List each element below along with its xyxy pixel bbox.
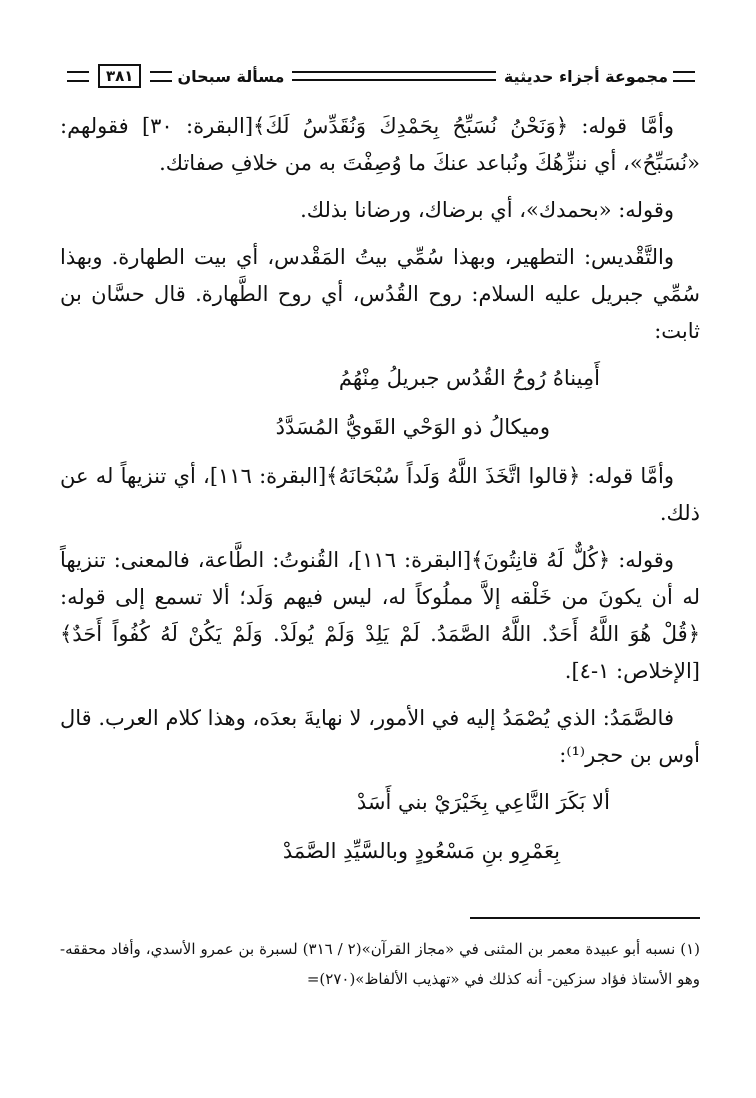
page-body [60, 108, 700, 882]
poem-verse-hassan-1: أَمِيناهُ رُوحُ القُدُس جبريلُ مِنْهُمُ [338, 366, 600, 390]
paragraph-samad: فالصَّمَدُ: الذي يُصْمَدُ إليه في الأمور، لا نهايةَ بعدَه، وهذا كلام العرب. قال أوس بن حجر⁽¹⁾: [60, 706, 700, 767]
header-ornament-right [673, 71, 695, 82]
section-title: مسألة سبحان [177, 66, 285, 86]
header-ornament-left [67, 71, 89, 82]
header-ornament-left-inner [150, 71, 172, 82]
page-number: ٣٨١ [98, 64, 141, 88]
paragraph-bihamdik: وقوله: «بحمدك»، أي برضاك، ورضانا بذلك. [300, 198, 674, 222]
header-divider [292, 71, 495, 81]
poem-verse-aws-1: ألا بَكَرَ النَّاعِي بِخَيْرَيْ بني أَسَدْ [356, 790, 610, 814]
paragraph-taqdis: والتَّقْديس: التطهير، وبهذا سُمِّي بيتُ المَقْدس، أي بيت الطهارة. وبهذا سُمِّي جبريل عليه السلام: روح القُدُس، أي روح الطَّهارة. قال حسَّان بن ثابت: [60, 245, 700, 343]
running-header [62, 62, 700, 92]
paragraph-ittakhadha: وأمَّا قوله: ﴿قالوا اتَّخَذَ اللَّهُ وَلَداً سُبْحَانَهُ﴾[البقرة: ١١٦]، أي تنزيهاً له عن ذلك. [60, 464, 700, 525]
footnote: (١) نسبه أبو عبيدة معمر بن المثنى في «مجاز القرآن»(٢ / ٣١٦) لسبرة بن عمرو الأسدي، وأفاد محققه- وهو الأستاذ فؤاد سزكين- أنه كذلك في «تهذيب الألفاظ»(٢٧٠)= [60, 940, 701, 988]
poem-verse-hassan-2: وميكالُ ذو الوَحْي القَويُّ المُسَدَّدُ [275, 415, 550, 439]
footnote-separator [470, 917, 700, 919]
book-title: مجموعة أجزاء حديثية [503, 66, 668, 86]
poem-verse-aws-2: بِعَمْرِو بنِ مَسْعُودٍ وبالسَّيِّدِ الصَّمَدْ [282, 839, 560, 863]
paragraph-tasbih: وأمَّا قوله: ﴿وَنَحْنُ نُسَبِّحُ بِحَمْدِكَ وَنُقَدِّسُ لَكَ﴾[البقرة: ٣٠] فقولهم: «نُسَبِّحُ»، أي ننزِّهُكَ ونُباعد عنكَ ما وُصِفْتَ به من خلافِ صفاتك. [60, 114, 700, 175]
paragraph-qanitun: وقوله: ﴿كُلٌّ لَهُ قانِتُونَ﴾[البقرة: ١١٦]، القُنوتُ: الطَّاعة، فالمعنى: تنزيهاً له أن يكونَ من خَلْقه إلاَّ مملُوكاً له، ليس فيهم وَلَد؛ ألا تسمع إلى قوله: ﴿قُلْ هُوَ اللَّهُ أَحَدٌ. اللَّهُ الصَّمَدُ. لَمْ يَلِدْ وَلَمْ يُولَدْ. وَلَمْ يَكُنْ لَهُ كُفُواً أَحَدٌ﴾[الإخلاص: ١-٤]. [60, 548, 700, 683]
